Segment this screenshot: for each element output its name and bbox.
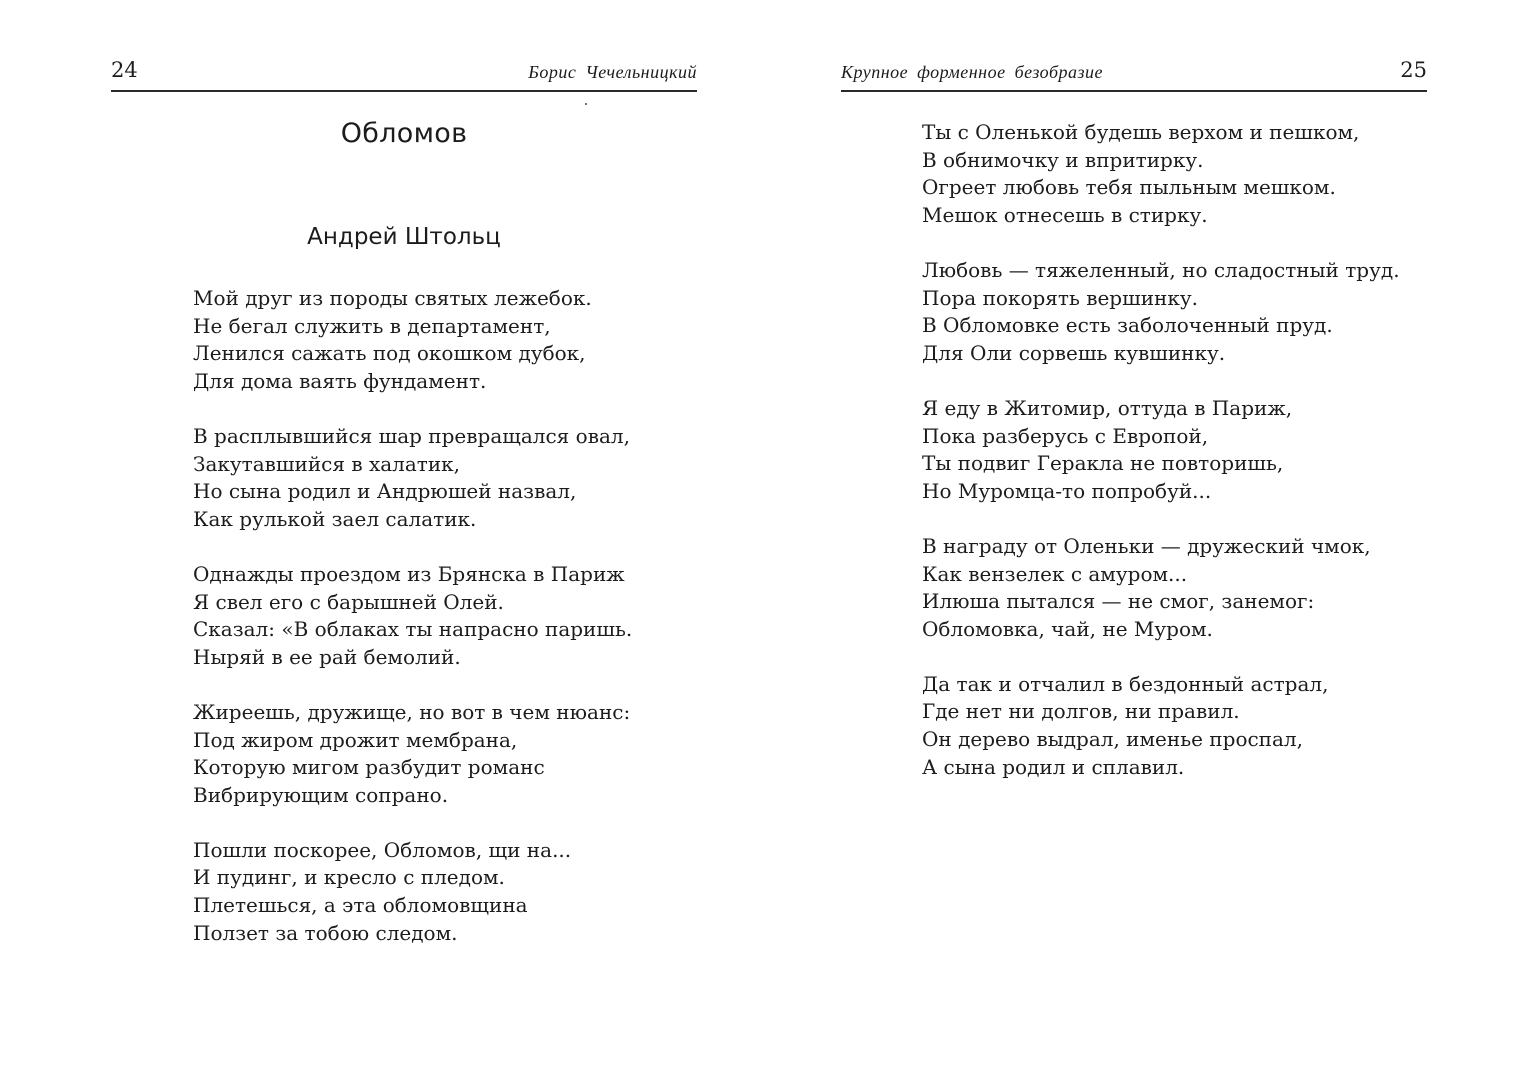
poem-line: Он дерево выдрал, именье проспал, [922, 727, 1303, 752]
running-head-right [841, 56, 1427, 92]
poem-line: Для Оли сорвешь кувшинку. [922, 340, 1226, 365]
print-speck [585, 103, 587, 105]
poem-line: Не бегал служить в департамент, [193, 313, 551, 338]
stanza [922, 395, 1482, 505]
poem-line: Мой друг из породы святых лежебок. [193, 286, 592, 310]
poem-line: Мешок отнесешь в стирку. [922, 202, 1208, 227]
poem-line: Для дома ваять фундамент. [193, 368, 487, 393]
stanza [193, 285, 733, 395]
poem-line: Которую мигом разбудит романс [193, 755, 545, 780]
poem-line: Да так и отчалил в бездонный астрал, [922, 671, 1329, 696]
poem-line: Любовь — тяжеленный, но сладостный труд. [922, 257, 1400, 282]
stanza [922, 671, 1482, 781]
poem-line: Где нет ни долгов, ни правил. [922, 699, 1240, 724]
poem-line: Сказал: «В облаках ты напрасно паришь. [193, 617, 633, 642]
stanza [193, 699, 733, 809]
page-number: 24 [111, 58, 138, 82]
poem-line: В Обломовке есть заболоченный пруд. [922, 313, 1333, 338]
poem-line: Под жиром дрожит мембрана, [193, 727, 518, 752]
stanza [922, 533, 1482, 643]
poem-line: Плетешься, а эта обломовщина [193, 893, 528, 918]
poem-line: Однажды проездом из Брянска в Париж [193, 561, 625, 586]
poem-line: Но Муромца-то попробуй... [922, 478, 1212, 503]
poem-line: Огреет любовь тебя пыльным мешком. [922, 175, 1336, 200]
poem-line: Ты подвиг Геракла не повторишь, [922, 451, 1284, 476]
poem-line: А сына родил и сплавил. [922, 754, 1185, 779]
poem-line: Пошли поскорее, Обломов, щи на... [193, 837, 572, 862]
poem-line: В обнимочку и впритирку. [922, 147, 1204, 172]
poem-line: Илюша пытался — не смог, занемог: [922, 589, 1315, 614]
poem-line: Жиреешь, дружище, но вот в чем нюанс: [193, 699, 631, 724]
section-title: Обломов [340, 118, 468, 149]
stanza [193, 423, 733, 533]
poem-line: Пока разберусь с Европой, [922, 423, 1209, 448]
poem-line: Но сына родил и Андрюшей назвал, [193, 479, 577, 504]
poem-line: Обломовка, чай, не Муром. [922, 616, 1213, 641]
stanza [922, 257, 1482, 367]
stanza [922, 119, 1482, 229]
stanza [193, 837, 733, 947]
poem-line: Ленился сажать под окошком дубок, [193, 341, 586, 366]
poem-body-right [922, 119, 1482, 781]
page-number: 25 [1400, 58, 1427, 82]
poem-line: Ныряй в ее рай бемолий. [193, 644, 461, 669]
poem-line: И пудинг, и кресло с пледом. [193, 865, 505, 890]
poem-line: Вибрирующим сопрано. [193, 782, 449, 807]
running-title-book: Крупное форменное безобразие [841, 62, 1104, 82]
poem-title: Андрей Штольц [307, 224, 501, 250]
poem-body-left [193, 285, 733, 947]
poem-line: Я свел его с барышней Олей. [193, 589, 504, 614]
running-head-left [111, 56, 697, 92]
poem-line: В расплывшийся шар превращался овал, [193, 423, 630, 448]
running-title-author: Борис Чечельницкий [528, 62, 697, 82]
stanza [193, 561, 733, 671]
poem-line: Закутавшийся в халатик, [193, 451, 461, 476]
poem-line: В награду от Оленьки — дружеский чмок, [922, 533, 1371, 558]
poem-line: Как рулькой заел салатик. [193, 506, 477, 531]
poem-line: Я еду в Житомир, оттуда в Париж, [922, 395, 1293, 420]
poem-line: Ползет за тобою следом. [193, 920, 458, 945]
right-page [770, 0, 1540, 1080]
poem-line: Ты с Оленькой будешь верхом и пешком, [922, 120, 1360, 144]
poem-line: Пора покорять вершинку. [922, 285, 1198, 310]
poem-line: Как вензелек с амуром... [922, 561, 1188, 586]
